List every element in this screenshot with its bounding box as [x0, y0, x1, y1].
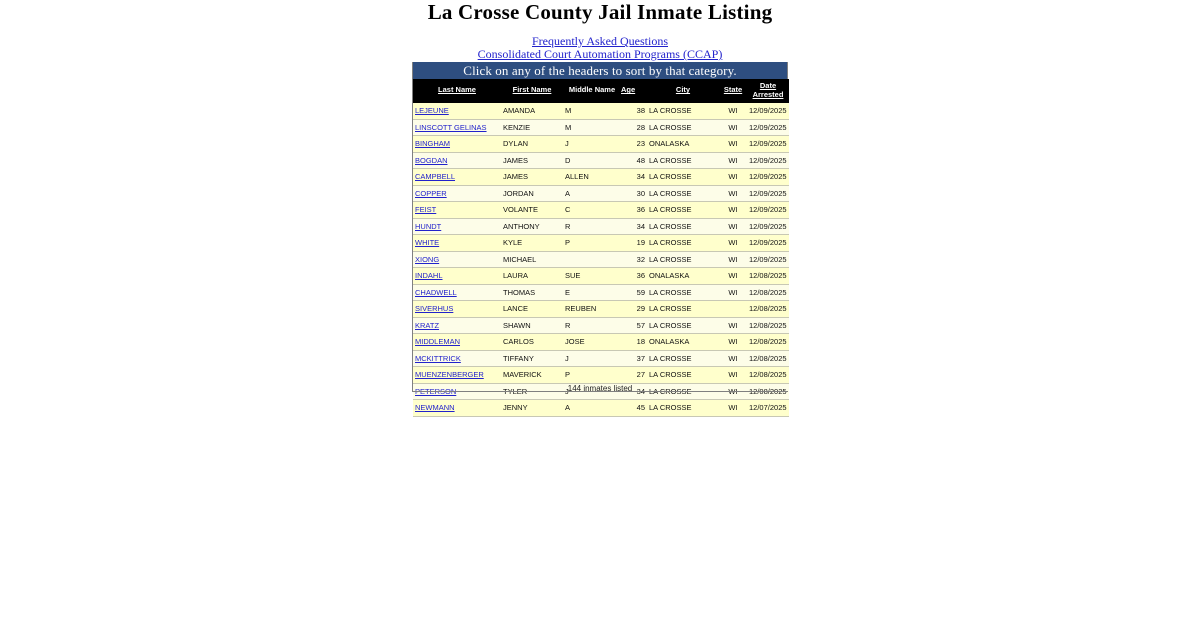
- table-row: [413, 169, 789, 186]
- cell-date-arrested: 12/09/2025: [747, 251, 789, 268]
- table-row: [413, 119, 789, 136]
- table-row: [413, 268, 789, 285]
- cell-city: ONALASKA: [647, 268, 719, 285]
- cell-first-name: KYLE: [501, 235, 563, 252]
- cell-state: WI: [719, 284, 747, 301]
- table-row: [413, 235, 789, 252]
- cell-middle-name: P: [563, 367, 621, 384]
- cell-middle-name: REUBEN: [563, 301, 621, 318]
- cell-age: 27: [621, 367, 647, 384]
- column-header-first-name[interactable]: [501, 79, 563, 103]
- cell-date-arrested: 12/08/2025: [747, 350, 789, 367]
- inmate-detail-link[interactable]: CHADWELL: [415, 287, 457, 297]
- cell-date-arrested: 12/08/2025: [747, 367, 789, 384]
- cell-date-arrested: 12/09/2025: [747, 169, 789, 186]
- cell-date-arrested: 12/09/2025: [747, 103, 789, 119]
- cell-state: WI: [719, 185, 747, 202]
- cell-last-name: [413, 185, 501, 202]
- inmate-detail-link[interactable]: XIONG: [415, 254, 440, 264]
- cell-date-arrested: 12/08/2025: [747, 268, 789, 285]
- table-row: [413, 367, 789, 384]
- cell-first-name: MICHAEL: [501, 251, 563, 268]
- column-header-age[interactable]: [621, 79, 647, 103]
- inmate-detail-link[interactable]: COPPER: [415, 188, 447, 198]
- cell-city: LA CROSSE: [647, 119, 719, 136]
- column-header-middle-name-label: Middle Name: [568, 85, 616, 95]
- cell-first-name: THOMAS: [501, 284, 563, 301]
- cell-middle-name: [563, 251, 621, 268]
- cell-age: 32: [621, 251, 647, 268]
- table-row: [413, 317, 789, 334]
- cell-state: WI: [719, 367, 747, 384]
- cell-age: 45: [621, 400, 647, 417]
- cell-first-name: JAMES: [501, 152, 563, 169]
- inmate-detail-link[interactable]: LEJEUNE: [415, 106, 449, 116]
- table-body: [413, 103, 789, 416]
- inmate-detail-link[interactable]: SIVERHUS: [415, 304, 454, 314]
- table-row: [413, 202, 789, 219]
- cell-age: 18: [621, 334, 647, 351]
- inmate-table-container: [412, 62, 788, 413]
- cell-last-name: [413, 202, 501, 219]
- faq-link[interactable]: Frequently Asked Questions: [532, 34, 668, 48]
- cell-middle-name: E: [563, 284, 621, 301]
- cell-city: ONALASKA: [647, 136, 719, 153]
- cell-first-name: MAVERICK: [501, 367, 563, 384]
- column-header-last-name[interactable]: [413, 79, 501, 103]
- cell-state: WI: [719, 334, 747, 351]
- sort-instruction-banner: Click on any of the headers to sort by that category.: [413, 62, 787, 79]
- cell-last-name: [413, 367, 501, 384]
- table-row: [413, 136, 789, 153]
- cell-city: LA CROSSE: [647, 103, 719, 119]
- cell-age: 57: [621, 317, 647, 334]
- inmate-detail-link[interactable]: HUNDT: [415, 221, 442, 231]
- cell-city: LA CROSSE: [647, 185, 719, 202]
- cell-first-name: JAMES: [501, 169, 563, 186]
- table-row: [413, 301, 789, 318]
- cell-first-name: KENZIE: [501, 119, 563, 136]
- cell-state: WI: [719, 152, 747, 169]
- cell-city: LA CROSSE: [647, 400, 719, 417]
- cell-last-name: [413, 334, 501, 351]
- cell-middle-name: J: [563, 136, 621, 153]
- cell-city: LA CROSSE: [647, 169, 719, 186]
- cell-middle-name: ALLEN: [563, 169, 621, 186]
- cell-last-name: [413, 400, 501, 417]
- cell-date-arrested: 12/08/2025: [747, 301, 789, 318]
- cell-state: WI: [719, 268, 747, 285]
- column-header-state-label: State: [723, 85, 743, 95]
- cell-first-name: SHAWN: [501, 317, 563, 334]
- cell-date-arrested: 12/08/2025: [747, 334, 789, 351]
- table-row: [413, 218, 789, 235]
- cell-city: LA CROSSE: [647, 367, 719, 384]
- cell-city: LA CROSSE: [647, 301, 719, 318]
- cell-middle-name: A: [563, 185, 621, 202]
- cell-state: WI: [719, 317, 747, 334]
- cell-last-name: [413, 152, 501, 169]
- column-header-age-label: Age: [621, 85, 636, 95]
- cell-age: 34: [621, 169, 647, 186]
- cell-state: [719, 301, 747, 318]
- column-header-state[interactable]: [719, 79, 747, 103]
- cell-first-name: DYLAN: [501, 136, 563, 153]
- cell-last-name: [413, 136, 501, 153]
- column-header-city[interactable]: [647, 79, 719, 103]
- table-header: [413, 79, 789, 103]
- cell-first-name: AMANDA: [501, 103, 563, 119]
- cell-last-name: [413, 350, 501, 367]
- column-header-city-label: City: [675, 85, 691, 95]
- cell-last-name: [413, 119, 501, 136]
- cell-date-arrested: 12/08/2025: [747, 317, 789, 334]
- cell-city: LA CROSSE: [647, 202, 719, 219]
- inmate-detail-link[interactable]: BOGDAN: [415, 155, 448, 165]
- inmate-detail-link[interactable]: INDAHL: [415, 271, 443, 281]
- cell-middle-name: M: [563, 119, 621, 136]
- cell-date-arrested: 12/09/2025: [747, 119, 789, 136]
- cell-middle-name: C: [563, 202, 621, 219]
- cell-date-arrested: 12/08/2025: [747, 284, 789, 301]
- cell-last-name: [413, 218, 501, 235]
- cell-first-name: CARLOS: [501, 334, 563, 351]
- column-header-date-arrested-line2: Arrested: [752, 89, 784, 99]
- column-header-first-name-label: First Name: [512, 85, 552, 95]
- column-header-date-arrested-line1: Date: [759, 81, 777, 90]
- cell-middle-name: P: [563, 235, 621, 252]
- cell-state: WI: [719, 400, 747, 417]
- info-links: [0, 35, 1200, 61]
- cell-state: WI: [719, 350, 747, 367]
- cell-state: WI: [719, 119, 747, 136]
- table-row: [413, 350, 789, 367]
- cell-age: 38: [621, 103, 647, 119]
- cell-first-name: VOLANTE: [501, 202, 563, 219]
- cell-date-arrested: 12/09/2025: [747, 136, 789, 153]
- inmate-detail-link[interactable]: BINGHAM: [415, 139, 451, 149]
- cell-age: 37: [621, 350, 647, 367]
- cell-last-name: [413, 251, 501, 268]
- cell-middle-name: JOSE: [563, 334, 621, 351]
- cell-age: 28: [621, 119, 647, 136]
- inmate-detail-link[interactable]: MUENZENBERGER: [415, 370, 484, 380]
- cell-age: 29: [621, 301, 647, 318]
- inmate-detail-link[interactable]: CAMPBELL: [415, 172, 456, 182]
- inmate-detail-link[interactable]: LINSCOTT GELINAS: [415, 122, 487, 132]
- cell-last-name: [413, 301, 501, 318]
- cell-city: ONALASKA: [647, 334, 719, 351]
- cell-first-name: TIFFANY: [501, 350, 563, 367]
- cell-first-name: LAURA: [501, 268, 563, 285]
- cell-date-arrested: 12/07/2025: [747, 400, 789, 417]
- column-header-date-arrested[interactable]: [747, 79, 789, 103]
- inmate-detail-link[interactable]: MCKITTRICK: [415, 353, 461, 363]
- cell-age: 48: [621, 152, 647, 169]
- cell-age: 23: [621, 136, 647, 153]
- inmate-detail-link[interactable]: MIDDLEMAN: [415, 337, 461, 347]
- cell-first-name: JENNY: [501, 400, 563, 417]
- cell-date-arrested: 12/09/2025: [747, 235, 789, 252]
- table-row: [413, 152, 789, 169]
- cell-first-name: ANTHONY: [501, 218, 563, 235]
- cell-middle-name: A: [563, 400, 621, 417]
- cell-city: LA CROSSE: [647, 350, 719, 367]
- cell-last-name: [413, 284, 501, 301]
- cell-city: LA CROSSE: [647, 218, 719, 235]
- cell-city: LA CROSSE: [647, 152, 719, 169]
- cell-first-name: LANCE: [501, 301, 563, 318]
- cell-last-name: [413, 235, 501, 252]
- table-header-row: [413, 79, 789, 103]
- inmate-table: [413, 79, 789, 417]
- cell-middle-name: J: [563, 350, 621, 367]
- cell-state: WI: [719, 235, 747, 252]
- cell-middle-name: D: [563, 152, 621, 169]
- column-header-middle-name: [563, 79, 621, 103]
- cell-middle-name: R: [563, 218, 621, 235]
- inmate-detail-link[interactable]: KRATZ: [415, 320, 440, 330]
- cell-state: WI: [719, 218, 747, 235]
- cell-first-name: JORDAN: [501, 185, 563, 202]
- cell-age: 59: [621, 284, 647, 301]
- table-row: [413, 334, 789, 351]
- cell-date-arrested: 12/09/2025: [747, 202, 789, 219]
- cell-city: LA CROSSE: [647, 284, 719, 301]
- cell-last-name: [413, 103, 501, 119]
- cell-state: WI: [719, 136, 747, 153]
- cell-date-arrested: 12/09/2025: [747, 185, 789, 202]
- cell-middle-name: M: [563, 103, 621, 119]
- inmate-detail-link[interactable]: NEWMANN: [415, 403, 455, 413]
- cell-age: 36: [621, 202, 647, 219]
- inmate-detail-link[interactable]: WHITE: [415, 238, 440, 248]
- cell-city: LA CROSSE: [647, 235, 719, 252]
- cell-state: WI: [719, 103, 747, 119]
- cell-city: LA CROSSE: [647, 251, 719, 268]
- cell-age: 36: [621, 268, 647, 285]
- cell-state: WI: [719, 169, 747, 186]
- cell-middle-name: R: [563, 317, 621, 334]
- cell-city: LA CROSSE: [647, 317, 719, 334]
- cell-last-name: [413, 169, 501, 186]
- table-row: [413, 251, 789, 268]
- table-row: [413, 103, 789, 119]
- inmate-count-label: 144 inmates listed: [567, 384, 633, 393]
- cell-last-name: [413, 317, 501, 334]
- cell-middle-name: SUE: [563, 268, 621, 285]
- cell-state: WI: [719, 202, 747, 219]
- cell-date-arrested: 12/09/2025: [747, 218, 789, 235]
- cell-state: WI: [719, 251, 747, 268]
- cell-date-arrested: 12/09/2025: [747, 152, 789, 169]
- table-row: [413, 185, 789, 202]
- cell-last-name: [413, 268, 501, 285]
- table-row: [413, 400, 789, 417]
- page-title: La Crosse County Jail Inmate Listing: [427, 0, 773, 24]
- column-header-last-name-label: Last Name: [438, 85, 476, 95]
- cell-age: 34: [621, 218, 647, 235]
- inmate-detail-link[interactable]: FEIST: [415, 205, 437, 215]
- table-row: [413, 284, 789, 301]
- cell-age: 30: [621, 185, 647, 202]
- cell-age: 19: [621, 235, 647, 252]
- ccap-link[interactable]: Consolidated Court Automation Programs (CCAP): [477, 47, 723, 61]
